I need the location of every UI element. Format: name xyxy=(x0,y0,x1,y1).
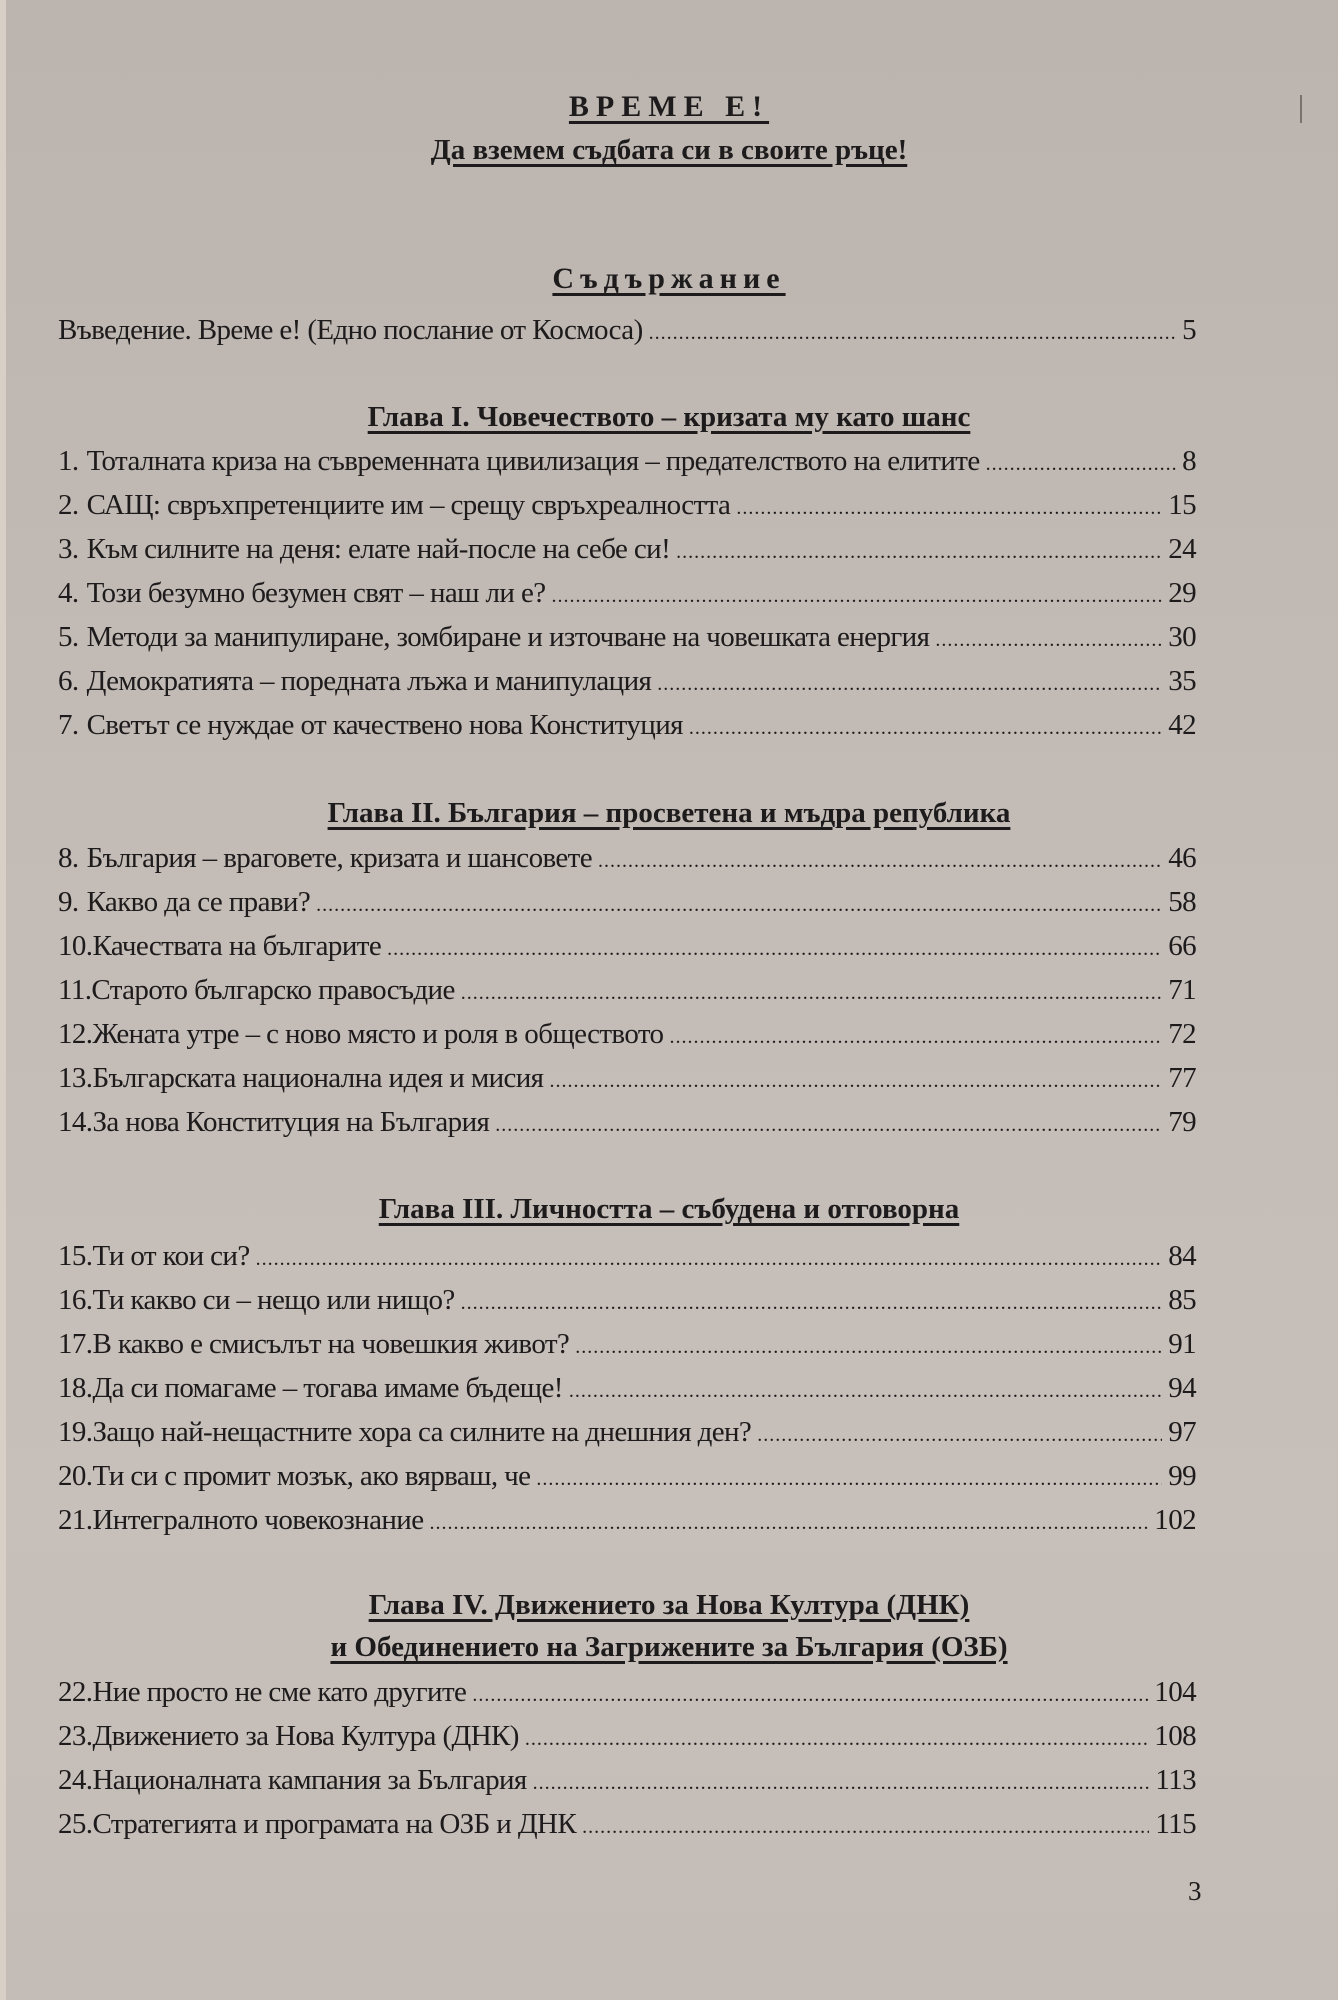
toc-entry-label: Защо най-нещастните хора са силните на днешния ден? xyxy=(92,1416,752,1448)
leader-dots xyxy=(657,664,1162,704)
chapter-3-heading xyxy=(0,1188,1338,1230)
toc-entry-label: Националната кампания за България xyxy=(92,1764,527,1796)
toc-page-number: 99 xyxy=(1168,1460,1196,1492)
chapter-4-heading-line-2 xyxy=(0,1626,1338,1668)
toc-entry[interactable] xyxy=(58,1058,1196,1098)
page-number: 3 xyxy=(1188,1876,1202,1906)
toc-entry-number: 16. xyxy=(58,1284,93,1316)
toc-entry[interactable] xyxy=(58,1804,1196,1844)
chapter-1-heading xyxy=(0,396,1338,438)
contents-heading-text: Съдържание xyxy=(552,262,786,295)
chapter-4-heading xyxy=(0,1584,1338,1626)
toc-entry-label: Светът се нуждае от качествено нова Конституция xyxy=(86,709,683,741)
toc-entry[interactable] xyxy=(58,882,1196,922)
chapter-heading-text: Глава II. България – просветена и мъдра република xyxy=(327,797,1011,829)
toc-entry-label: Ние просто не сме като другите xyxy=(92,1676,467,1708)
leader-dots xyxy=(986,444,1176,484)
toc-page-number: 115 xyxy=(1155,1808,1196,1840)
toc-page-number: 113 xyxy=(1155,1764,1196,1796)
toc-page-number: 29 xyxy=(1168,577,1196,609)
leader-dots xyxy=(525,1719,1148,1759)
toc-page-number: 42 xyxy=(1168,709,1196,741)
toc-entry-number: 19. xyxy=(58,1416,93,1448)
toc-entry-number: 9. xyxy=(58,886,79,918)
toc-page-number: 97 xyxy=(1168,1416,1196,1448)
toc-entry[interactable] xyxy=(58,926,1196,966)
toc-entry-label: Ти си с промит мозък, ако вярваш, че xyxy=(92,1460,531,1492)
leader-dots xyxy=(736,488,1162,528)
leader-dots xyxy=(472,1675,1148,1715)
toc-entry-label: Качествата на българите xyxy=(92,930,382,962)
toc-entry[interactable] xyxy=(58,485,1196,525)
toc-entry-number: 21. xyxy=(58,1504,93,1536)
leader-dots xyxy=(549,1061,1162,1101)
book-title-text: ВРЕМЕ Е! xyxy=(568,90,770,123)
toc-entry-number: 25. xyxy=(58,1808,93,1840)
leader-dots xyxy=(533,1763,1150,1803)
leader-dots xyxy=(552,576,1163,616)
toc-page-number: 108 xyxy=(1154,1720,1196,1752)
toc-entry-label: Да си помагаме – тогава имаме бъдеще! xyxy=(92,1372,563,1404)
toc-entry[interactable] xyxy=(58,1500,1196,1540)
toc-entry-number: 1. xyxy=(58,445,79,477)
toc-entry-number: 14. xyxy=(58,1106,93,1138)
toc-entry[interactable] xyxy=(58,617,1196,657)
chapter-heading-text: Глава III. Личността – събудена и отговорна xyxy=(378,1193,960,1225)
toc-entry[interactable] xyxy=(58,838,1196,878)
toc-entry[interactable] xyxy=(58,1716,1196,1756)
toc-entry-number: 2. xyxy=(58,489,79,521)
leader-dots xyxy=(569,1371,1162,1411)
leader-dots xyxy=(935,620,1162,660)
toc-page-number: 30 xyxy=(1168,621,1196,653)
toc-entry-label: Ти от кои си? xyxy=(92,1240,250,1272)
toc-entry-number: 8. xyxy=(58,842,79,874)
toc-page-number: 8 xyxy=(1182,445,1196,477)
toc-entry[interactable] xyxy=(58,1324,1196,1364)
toc-entry[interactable] xyxy=(58,1760,1196,1800)
toc-page-number: 79 xyxy=(1168,1106,1196,1138)
toc-entry-label: Какво да се прави? xyxy=(86,886,311,918)
toc-entry-label: България – враговете, кризата и шансовете xyxy=(86,842,593,874)
leader-dots xyxy=(757,1415,1162,1455)
toc-entry[interactable] xyxy=(58,1456,1196,1496)
contents-heading xyxy=(0,262,1338,296)
leader-dots xyxy=(649,313,1176,353)
toc-page-number: 84 xyxy=(1168,1240,1196,1272)
leader-dots xyxy=(536,1459,1162,1499)
toc-entry-label: Интегралното човекознание xyxy=(92,1504,424,1536)
toc-entry-number: 13. xyxy=(58,1062,93,1094)
toc-page-number: 85 xyxy=(1168,1284,1196,1316)
toc-entry-number: 7. xyxy=(58,709,79,741)
leader-dots xyxy=(256,1239,1163,1279)
toc-entry[interactable] xyxy=(58,705,1196,745)
toc-entry[interactable] xyxy=(58,529,1196,569)
toc-entry-label: Към силните на деня: елате най-после на себе си! xyxy=(86,533,671,565)
toc-entry-label: В какво е смисълът на човешкия живот? xyxy=(92,1328,570,1360)
toc-page-number: 46 xyxy=(1168,842,1196,874)
toc-entry-label: Тоталната криза на съвременната цивилизация – предателството на елитите xyxy=(86,445,980,477)
toc-entry-number: 17. xyxy=(58,1328,93,1360)
toc-page-number: 66 xyxy=(1168,930,1196,962)
leader-dots xyxy=(461,1283,1163,1323)
leader-dots xyxy=(676,532,1162,572)
toc-entry-label: Въведение. Време е! (Едно послание от Космоса) xyxy=(58,314,643,346)
toc-entry-number: 11. xyxy=(58,974,92,1006)
chapter-heading-text: и Обединението на Загрижените за България (ОЗБ) xyxy=(330,1631,1008,1663)
toc-entry-label: Движението за Нова Култура (ДНК) xyxy=(92,1720,519,1752)
chapter-2-heading xyxy=(0,792,1338,834)
toc-page-number: 102 xyxy=(1154,1504,1196,1536)
leader-dots xyxy=(582,1807,1149,1847)
toc-entry[interactable] xyxy=(58,1102,1196,1142)
toc-entry-number: 23. xyxy=(58,1720,93,1752)
leader-dots xyxy=(461,973,1162,1013)
leader-dots xyxy=(669,1017,1162,1057)
book-subtitle-text: Да вземем съдбата си в своите ръце! xyxy=(430,134,908,166)
leader-dots xyxy=(575,1327,1162,1367)
toc-entry[interactable] xyxy=(58,573,1196,613)
toc-entry-number: 20. xyxy=(58,1460,93,1492)
toc-entry[interactable] xyxy=(58,1280,1196,1320)
toc-entry-number: 22. xyxy=(58,1676,93,1708)
toc-page-number: 94 xyxy=(1168,1372,1196,1404)
toc-entry-label: Българската национална идея и мисия xyxy=(92,1062,544,1094)
toc-entry[interactable] xyxy=(58,970,1196,1010)
book-title xyxy=(0,90,1338,124)
toc-page-number: 15 xyxy=(1168,489,1196,521)
toc-entry-label: Стратегията и програмата на ОЗБ и ДНК xyxy=(92,1808,577,1840)
toc-page-number: 71 xyxy=(1168,974,1196,1006)
toc-entry-number: 24. xyxy=(58,1764,93,1796)
toc-page-number: 58 xyxy=(1168,886,1196,918)
toc-entry[interactable] xyxy=(58,661,1196,701)
toc-entry-label: Методи за манипулиране, зомбиране и източване на човешката енергия xyxy=(86,621,930,653)
toc-page-number: 5 xyxy=(1182,314,1196,346)
toc-entry-label: Жената утре – с ново място и роля в обществото xyxy=(92,1018,664,1050)
toc-entry-number: 10. xyxy=(58,930,93,962)
toc-page-number: 72 xyxy=(1168,1018,1196,1050)
toc-entry-label: Демократията – поредната лъжа и манипулация xyxy=(86,665,652,697)
toc-entry-number: 4. xyxy=(58,577,79,609)
toc-entry[interactable] xyxy=(58,1368,1196,1408)
chapter-heading-text: Глава IV. Движението за Нова Култура (ДНК) xyxy=(368,1589,970,1621)
toc-entry[interactable] xyxy=(58,1672,1196,1712)
leader-dots xyxy=(689,708,1162,748)
leader-dots xyxy=(495,1105,1162,1145)
toc-entry-label: Старото българско правосъдие xyxy=(91,974,455,1006)
toc-entry-number: 6. xyxy=(58,665,79,697)
toc-entry-label: САЩ: свръхпретенциите им – срещу свръхреалността xyxy=(86,489,731,521)
book-subtitle xyxy=(0,134,1338,167)
leader-dots xyxy=(430,1503,1149,1543)
toc-entry-label: За нова Конституция на България xyxy=(92,1106,490,1138)
toc-entry-label: Този безумно безумен свят – наш ли е? xyxy=(86,577,546,609)
toc-entry[interactable] xyxy=(58,1412,1196,1452)
toc-page-number: 91 xyxy=(1168,1328,1196,1360)
toc-entry-number: 18. xyxy=(58,1372,93,1404)
toc-entry-label: Ти какво си – нещо или нищо? xyxy=(92,1284,455,1316)
toc-page-number: 24 xyxy=(1168,533,1196,565)
toc-entry[interactable] xyxy=(58,1236,1196,1276)
chapter-heading-text: Глава I. Човечеството – кризата му като шанс xyxy=(367,401,971,433)
leader-dots xyxy=(598,841,1162,881)
toc-entry-number: 3. xyxy=(58,533,79,565)
toc-entry[interactable] xyxy=(58,1014,1196,1054)
toc-page-number: 35 xyxy=(1168,665,1196,697)
toc-entry-introduction[interactable] xyxy=(58,310,1196,350)
toc-page-number: 104 xyxy=(1154,1676,1196,1708)
leader-dots xyxy=(316,885,1162,925)
leader-dots xyxy=(387,929,1162,969)
toc-entry-number: 15. xyxy=(58,1240,93,1272)
toc-entry[interactable] xyxy=(58,441,1196,481)
toc-page-number: 77 xyxy=(1168,1062,1196,1094)
toc-entry-number: 12. xyxy=(58,1018,93,1050)
toc-entry-number: 5. xyxy=(58,621,79,653)
